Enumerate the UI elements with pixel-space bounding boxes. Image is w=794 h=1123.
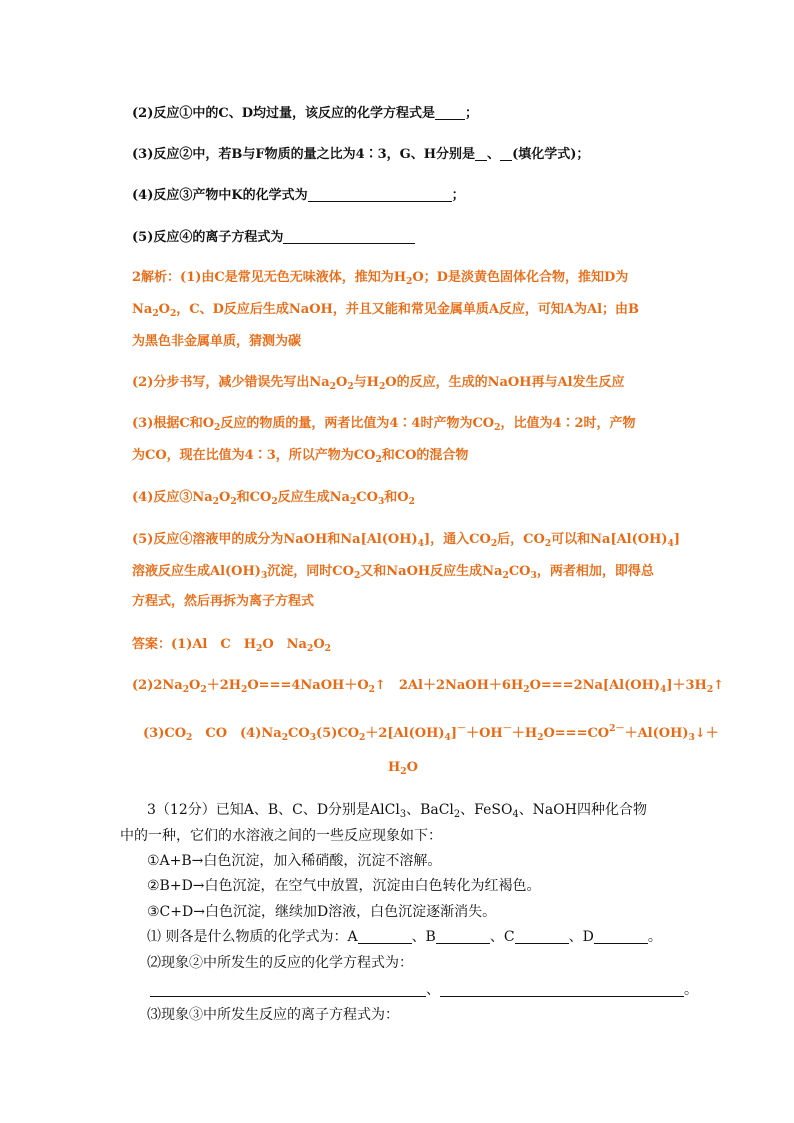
analysis-line-1: 2解析：(1)由C是常见无色无味液体，推知为$H_2O$；D是淡黄色固体化合物，推知D为 [132,270,629,287]
problem3-line-5: ③C+D→白色沉淀，继续加D溶液，白色沉淀逐渐消失。 [147,904,497,920]
problem3-line-9: ⑶现象③中所发生反应的离子方程式为： [147,1007,399,1023]
answer-blank [515,929,569,944]
analysis-line-6: 为CO，现在比值为4∶3，所以产物为$CO_2$和CO的混合物 [132,448,469,465]
analysis-line-10: 方程式，然后再拆为离子方程式 [132,594,315,609]
problem3-line-3: ①A+B→白色沉淀，加入稀硝酸，沉淀不溶解。 [147,853,442,869]
answer-blank [308,187,452,202]
answer-line-2: $(2)2Na_2O_2+2H_2O===4NaOH+O_2↑$ $2Al+2NaOH+6H_2O===2Na[Al(OH)_4]+3H_2↑$ [132,678,725,695]
question-4: (4)反应③产物中K的化学式为 ； [132,188,465,203]
answer-blank [283,229,415,244]
question-3: (3)反应②中，若B与F物质的量之比为4∶3，G、H分别是 、 (填化学式)； [132,147,590,162]
answer-blank [440,982,684,997]
analysis-line-5: (3)根据C和$O_2$反应的物质的量，两者比值为4∶4时产物为$CO_2$，比值为4∶2时，产物 [132,416,636,433]
answer-blank [500,146,512,161]
answer-blank [435,105,465,120]
problem3-line-6: ⑴ 则各是什么物质的化学式为：A 、B 、C 、D 。 [147,929,662,945]
analysis-line-2: $Na_2O_2$，C、D反应后生成NaOH，并且又能和常见金属单质A反应，可知A为Al；由B [132,302,640,319]
question-2: (2)反应①中的C、D均过量，该反应的化学方程式是 ； [132,106,478,121]
problem3-line-8: 、 。 [150,980,698,1000]
answer-blank [150,982,426,997]
answer-blank [594,929,648,944]
problem3-line-7: ⑵现象②中所发生的反应的化学方程式为： [147,955,413,971]
answer-line-3: $(3)CO_2$ CO $(4)Na_2CO_3(5)CO_2+2[Al(OH)_4]^-+OH^-+H_2O===CO^{2-}+Al(OH)_3↓+$ [143,723,719,743]
analysis-line-9: 溶液反应生成$Al(OH)_3$沉淀，同时$CO_2$又和NaOH反应生成$Na_2CO_3$，两者相加，即得总 [132,564,654,581]
analysis-line-8: (5)反应④溶液甲的成分为NaOH和$Na[Al(OH)_4]$，通入$CO_2$后，$CO_2$可以和$Na[Al(OH)_4]$ [132,532,681,549]
analysis-line-7: (4)反应$③Na_2O_2$和$CO_2$反应生成$Na_2CO_3$和$O_2$ [132,490,415,507]
analysis-line-3: 为黑色非金属单质，猜测为碳 [132,334,302,349]
answer-blank [436,929,490,944]
problem3-line-2: 中的一种，它们的水溶液之间的一些反应现象如下： [120,828,442,844]
problem3-line-1: 3（12分）已知A、B、C、D分别是AlCl$_3$、BaCl$_2$、FeSO$_4$、NaOH四种化合物 [147,802,647,820]
answer-blank [475,146,487,161]
problem3-line-4: ②B+D→白色沉淀，在空气中放置，沉淀由白色转化为红褐色。 [147,878,541,894]
answer-line-4: $H_2O$ [388,760,418,777]
question-5: (5)反应④的离子方程式为 [132,228,415,248]
answer-line-1: 答案：(1)Al C $H_2O$ $Na_2O_2$ [132,637,331,654]
analysis-line-4: (2)分步书写，减少错误先写出$Na_2O_2$与$H_2O$的反应，生成的NaOH再与Al发生反应 [132,375,625,392]
answer-blank [358,929,412,944]
